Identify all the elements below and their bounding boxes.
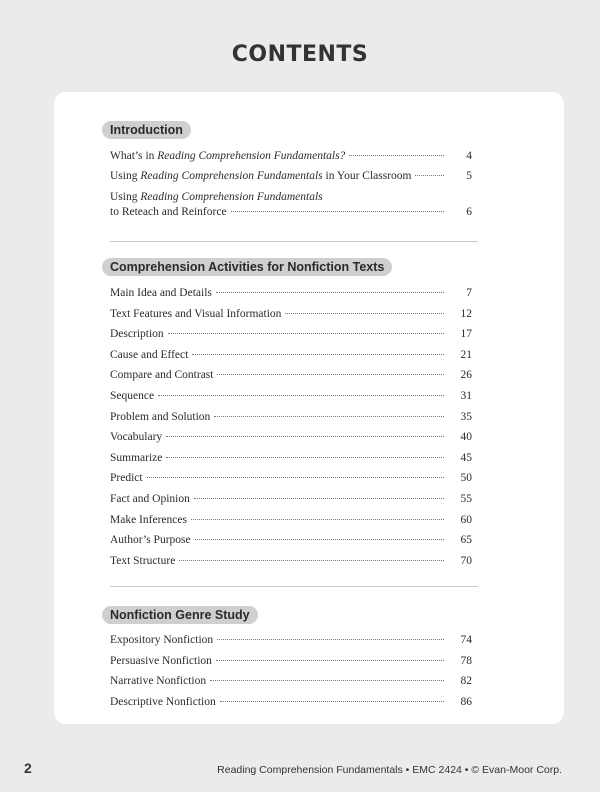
toc-entry-title: Sequence — [110, 390, 155, 402]
toc-entry[interactable] — [110, 512, 472, 528]
section-header-nonfiction-activities: Comprehension Activities for Nonfiction Texts — [102, 258, 392, 276]
toc-entry-page: 82 — [460, 675, 472, 688]
toc-entry-page: 17 — [460, 328, 472, 341]
toc-entry-title-line1: Using Reading Comprehension Fundamentals — [110, 191, 323, 203]
dot-leader — [217, 638, 444, 640]
toc-entry-title: Compare and Contrast — [110, 369, 214, 382]
dot-leader — [217, 373, 444, 375]
toc-entry-page: 40 — [460, 431, 472, 444]
section-header-introduction: Introduction — [102, 121, 191, 139]
page-title: CONTENTS — [231, 42, 369, 67]
toc-entry-page: 35 — [460, 410, 472, 423]
toc-entry-title: Author’s Purpose — [110, 534, 191, 547]
toc-entry[interactable] — [110, 306, 472, 322]
toc-entry[interactable] — [110, 491, 472, 507]
toc-entry-title: Predict — [110, 472, 143, 485]
toc-entry-page: 5 — [466, 170, 472, 182]
toc-entry[interactable] — [110, 532, 472, 548]
toc-entry[interactable] — [110, 553, 472, 569]
toc-entry-title: What’s in Reading Comprehension Fundamentals? — [110, 150, 346, 162]
toc-entry-title: Descriptive Nonfiction — [110, 695, 216, 708]
dot-leader — [166, 435, 444, 437]
toc-entry-page: 6 — [466, 206, 472, 218]
dot-leader — [220, 700, 444, 702]
dot-leader — [179, 559, 444, 561]
dot-leader — [191, 518, 444, 520]
toc-entry[interactable] — [110, 429, 472, 445]
dot-leader — [192, 353, 444, 355]
toc-entry-title: Make Inferences — [110, 513, 187, 526]
dot-leader — [194, 497, 444, 499]
toc-entry[interactable] — [110, 673, 472, 689]
dot-leader — [216, 291, 444, 293]
section-divider — [110, 586, 478, 587]
section-header-genre-study: Nonfiction Genre Study — [102, 606, 258, 624]
dot-leader — [216, 659, 444, 661]
toc-entry-page: 45 — [460, 451, 472, 464]
toc-entry[interactable] — [110, 326, 472, 342]
dot-leader — [195, 538, 444, 540]
toc-entry[interactable] — [110, 470, 472, 486]
toc-entry[interactable] — [110, 694, 472, 710]
toc-entry-page: 60 — [460, 513, 472, 526]
toc-entry[interactable] — [110, 285, 472, 301]
toc-entry-page: 74 — [460, 634, 472, 646]
toc-entry-title: Problem and Solution — [110, 410, 211, 423]
toc-entry-title: Using Reading Comprehension Fundamentals in Your Classroom — [110, 170, 412, 182]
toc-entry[interactable] — [110, 450, 472, 466]
toc-entry-title: Summarize — [110, 451, 163, 464]
toc-entry[interactable] — [110, 653, 472, 669]
toc-entry[interactable] — [110, 367, 472, 383]
dot-leader — [166, 456, 444, 458]
dot-leader — [210, 679, 444, 681]
toc-entry-title: Fact and Opinion — [110, 493, 190, 505]
toc-entry-title: Narrative Nonfiction — [110, 675, 207, 688]
toc-entry[interactable] — [110, 148, 472, 164]
toc-entry-page: 70 — [460, 554, 472, 567]
toc-entry-title-line2: to Reteach and Reinforce — [110, 206, 227, 218]
toc-entry-page: 86 — [460, 695, 472, 708]
dot-leader — [168, 332, 444, 334]
toc-entry-page: 31 — [460, 390, 472, 402]
toc-entry-page: 65 — [460, 534, 472, 547]
toc-entry-page: 55 — [460, 493, 472, 505]
dot-leader — [349, 154, 444, 156]
toc-entry-title: Text Structure — [110, 554, 176, 567]
dot-leader — [147, 476, 444, 478]
toc-entry-page: 12 — [460, 307, 472, 320]
footer-credit: Reading Comprehension Fundamentals • EMC 2424 • © Evan-Moor Corp. — [217, 764, 562, 776]
toc-entry[interactable] — [110, 388, 472, 404]
toc-entry-title: Text Features and Visual Information — [110, 307, 282, 320]
toc-entry-title: Persuasive Nonfiction — [110, 654, 212, 667]
dot-leader — [158, 394, 444, 396]
toc-entry-page: 78 — [460, 654, 472, 667]
toc-entry-title: Main Idea and Details — [110, 287, 212, 299]
toc-entry[interactable] — [110, 409, 472, 425]
dot-leader — [231, 210, 444, 212]
toc-entry[interactable] — [110, 632, 472, 648]
toc-entry-page: 4 — [466, 150, 472, 162]
toc-entry-page: 7 — [466, 287, 472, 299]
toc-entry-page: 26 — [460, 369, 472, 382]
dot-leader — [214, 415, 444, 417]
section-divider — [110, 241, 478, 242]
toc-entry-page: 50 — [460, 472, 472, 485]
dot-leader — [285, 312, 444, 314]
toc-entry-page: 21 — [460, 348, 472, 361]
toc-entry[interactable] — [110, 204, 472, 220]
footer-page-number: 2 — [24, 760, 32, 776]
toc-entry[interactable] — [110, 168, 472, 184]
toc-entry-title: Cause and Effect — [110, 348, 189, 361]
dot-leader — [415, 174, 444, 176]
toc-entry-title: Expository Nonfiction — [110, 634, 214, 646]
toc-entry[interactable] — [110, 347, 472, 363]
toc-entry-title: Description — [110, 328, 164, 341]
toc-entry-title: Vocabulary — [110, 431, 163, 444]
